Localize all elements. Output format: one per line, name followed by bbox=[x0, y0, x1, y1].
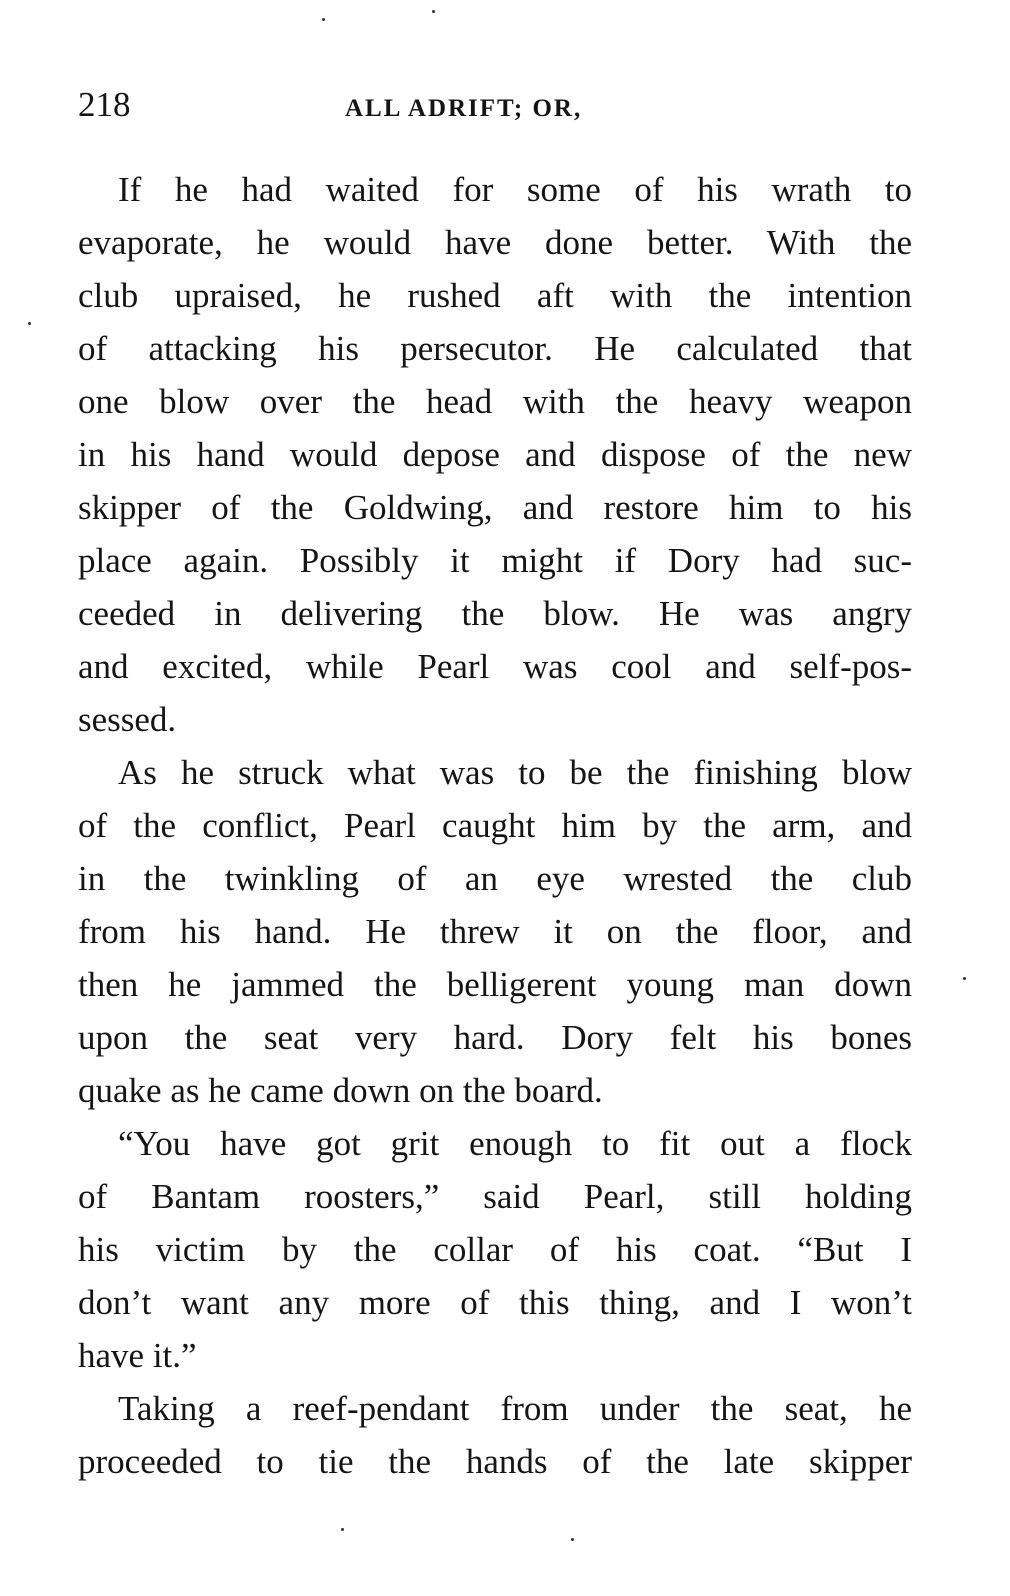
text-line: of the conflict, Pearl caught him by the arm, and bbox=[78, 806, 912, 845]
text-line: As he struck what was to be the finishing blow bbox=[118, 753, 912, 792]
text-line: of Bantam roosters,” said Pearl, still holding bbox=[78, 1177, 912, 1216]
text-line: upon the seat very hard. Dory felt his bones bbox=[78, 1018, 912, 1057]
scan-speck bbox=[28, 322, 31, 325]
text-line: from his hand. He threw it on the floor, and bbox=[78, 912, 912, 951]
text-line: one blow over the head with the heavy weapon bbox=[78, 382, 912, 421]
text-line: proceeded to tie the hands of the late skipper bbox=[78, 1442, 912, 1481]
text-line: ceeded in delivering the blow. He was angry bbox=[78, 594, 912, 633]
text-line: his victim by the collar of his coat. “But I bbox=[78, 1230, 912, 1269]
text-line: If he had waited for some of his wrath to bbox=[118, 170, 912, 209]
text-line: sessed. bbox=[78, 700, 177, 739]
text-line: place again. Possibly it might if Dory had suc- bbox=[78, 541, 912, 580]
page-header bbox=[78, 80, 912, 130]
page-number: 218 bbox=[78, 85, 131, 124]
running-title: ALL ADRIFT; OR, bbox=[345, 95, 583, 122]
text-line: club upraised, he rushed aft with the intention bbox=[78, 276, 912, 315]
text-line: quake as he came down on the board. bbox=[78, 1071, 603, 1110]
scan-speck bbox=[322, 18, 325, 21]
text-line: and excited, while Pearl was cool and self-pos- bbox=[78, 647, 912, 686]
text-line: in his hand would depose and dispose of the new bbox=[78, 435, 912, 474]
scan-speck bbox=[963, 977, 966, 980]
text-line: Taking a reef-pendant from under the seat, he bbox=[118, 1389, 912, 1428]
text-line: in the twinkling of an eye wrested the club bbox=[78, 859, 912, 898]
text-line: “You have got grit enough to fit out a flock bbox=[118, 1124, 912, 1163]
scan-speck bbox=[432, 10, 435, 13]
scan-speck bbox=[341, 1528, 344, 1531]
text-line: evaporate, he would have done better. With the bbox=[78, 223, 912, 262]
scan-speck bbox=[571, 1538, 574, 1541]
text-line: of attacking his persecutor. He calculated that bbox=[78, 329, 912, 368]
text-line: skipper of the Goldwing, and restore him to his bbox=[78, 488, 912, 527]
text-line: then he jammed the belligerent young man down bbox=[78, 965, 912, 1004]
text-line: don’t want any more of this thing, and I won’t bbox=[78, 1283, 912, 1322]
text-line: have it.” bbox=[78, 1336, 197, 1375]
